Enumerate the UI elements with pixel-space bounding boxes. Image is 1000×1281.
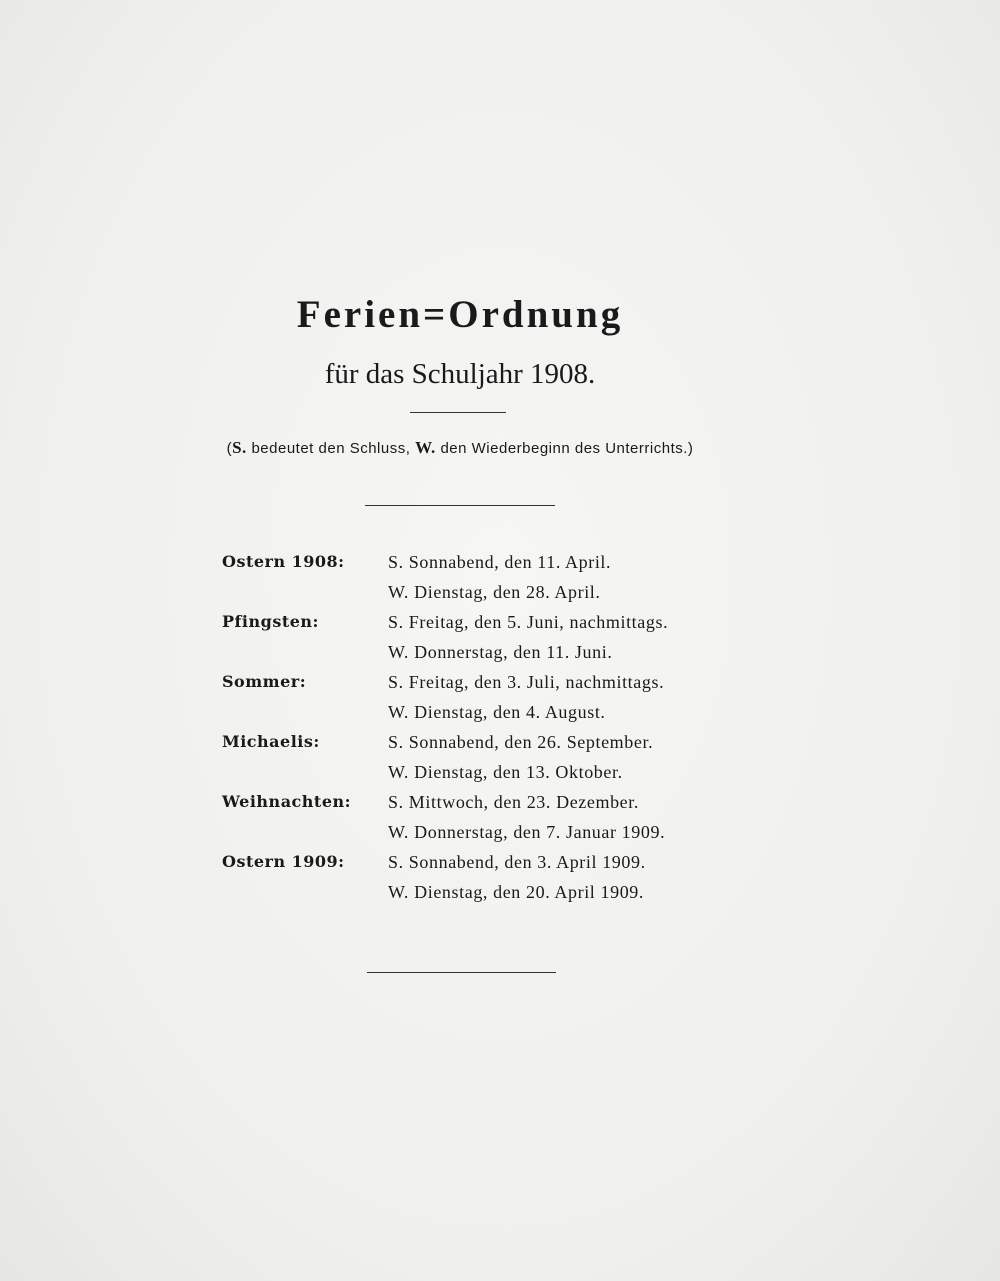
page-subtitle: für das Schuljahr 1908. xyxy=(324,358,596,390)
closing-date: S. Sonnabend, den 11. April. xyxy=(388,552,612,572)
holiday-label: Ostern 1909: xyxy=(222,852,345,871)
holiday-label: Michaelis: xyxy=(222,732,320,751)
divider-top xyxy=(365,505,555,506)
note-s-abbr: S. xyxy=(232,438,247,457)
holiday-label: Ostern 1908: xyxy=(222,552,345,571)
resumption-date: W. Donnerstag, den 11. Juni. xyxy=(388,642,613,662)
closing-date: S. Mittwoch, den 23. Dezember. xyxy=(388,792,639,812)
holiday-label: Pfingsten: xyxy=(222,612,319,631)
note-s-text: bedeutet den Schluss, xyxy=(246,440,416,457)
closing-date: S. Sonnabend, den 26. September. xyxy=(388,732,654,752)
divider-bottom xyxy=(367,972,556,973)
resumption-date: W. Dienstag, den 20. April 1909. xyxy=(388,882,645,902)
holiday-label: Sommer: xyxy=(222,672,307,691)
note-paren: ( xyxy=(226,440,233,457)
resumption-date: W. Dienstag, den 4. August. xyxy=(388,702,606,722)
closing-date: S. Sonnabend, den 3. April 1909. xyxy=(388,852,646,872)
note-w-abbr: W. xyxy=(415,438,436,457)
page-title: Ferien=Ordnung xyxy=(296,293,624,336)
divider-short xyxy=(410,412,506,413)
holiday-label: Weihnachten: xyxy=(222,792,352,811)
closing-date: S. Freitag, den 5. Juni, nachmittags. xyxy=(388,612,669,632)
closing-date: S. Freitag, den 3. Juli, nachmittags. xyxy=(388,672,665,692)
resumption-date: W. Dienstag, den 13. Oktober. xyxy=(388,762,623,782)
resumption-date: W. Donnerstag, den 7. Januar 1909. xyxy=(388,822,666,842)
legend-note xyxy=(0,438,920,458)
note-w-text: den Wiederbeginn des Unterrichts.) xyxy=(435,440,694,457)
resumption-date: W. Dienstag, den 28. April. xyxy=(388,582,601,602)
